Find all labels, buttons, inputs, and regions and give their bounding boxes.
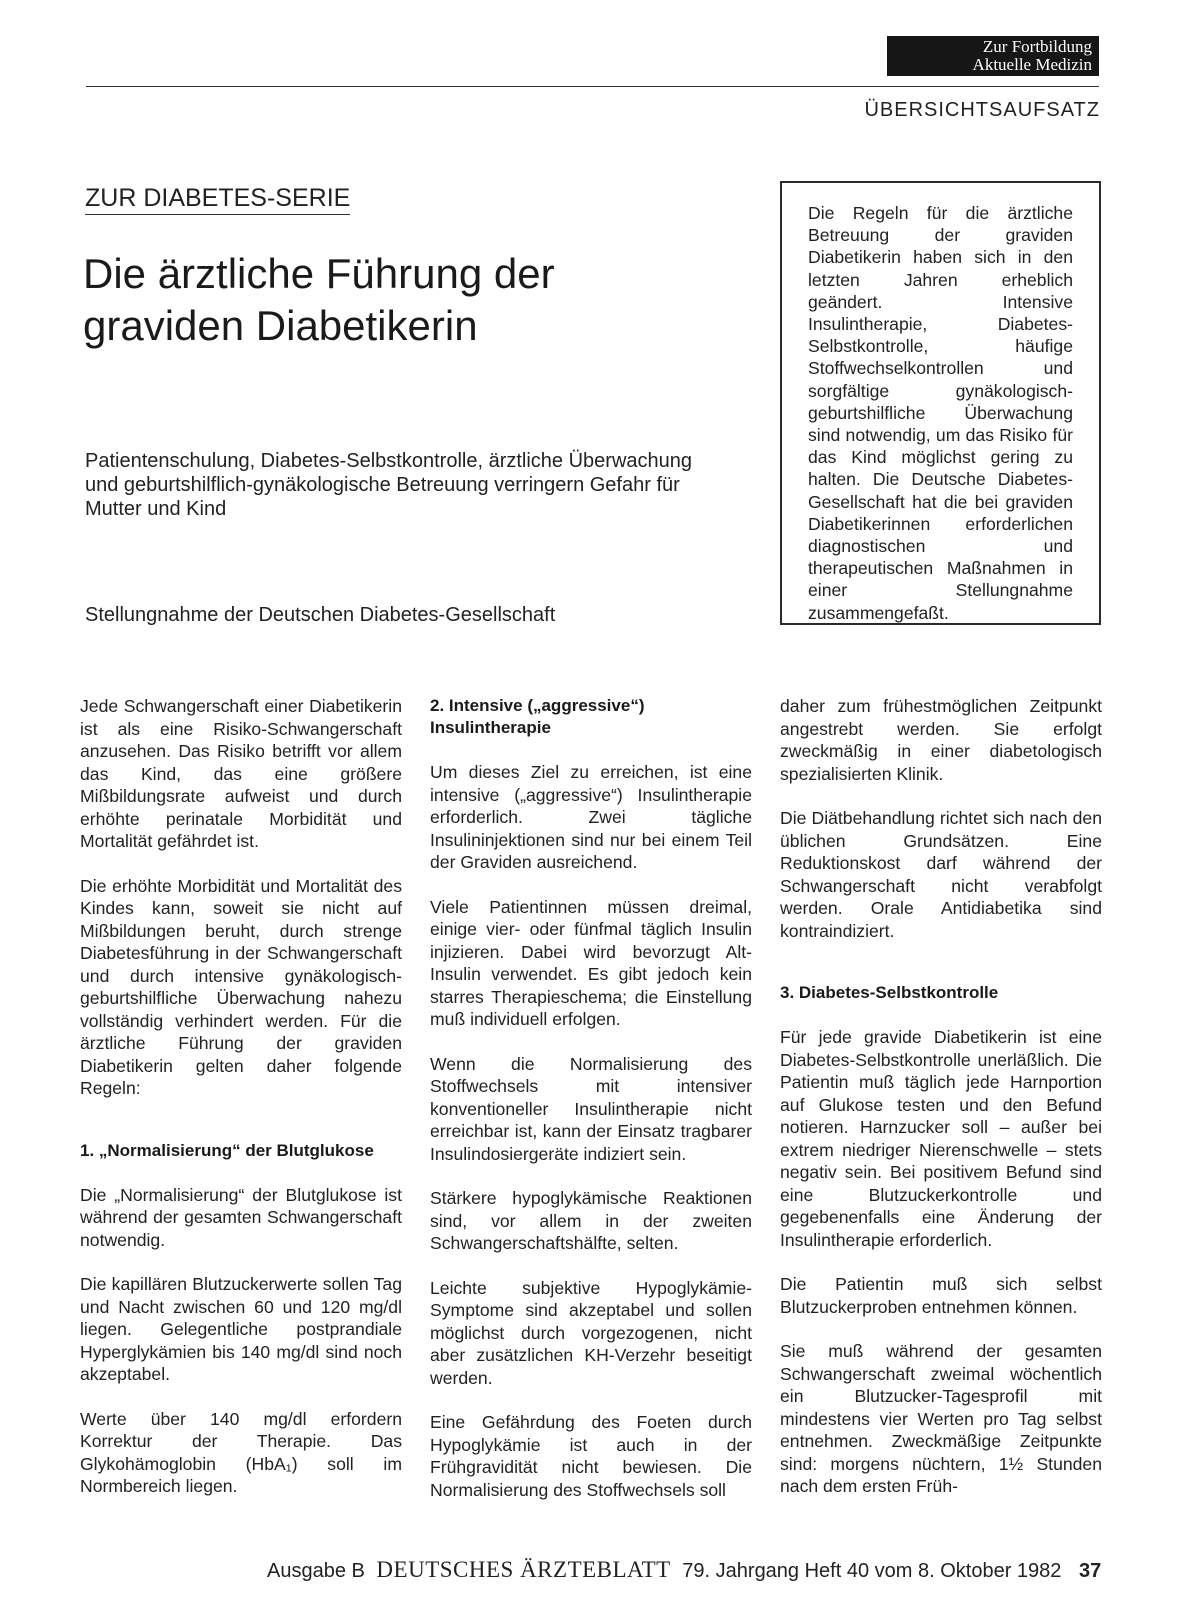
paragraph: Jede Schwangerschaft einer Diabetikerin ist als eine Risiko-Schwangerschaft anzusehen. Das Risiko betrifft vor allem das Kind, das eine größere Mißbildungsrate aufweist und durch erhöhte perinatale Morbidität und Mortalität gefährdet ist. xyxy=(80,696,402,851)
paragraph: daher zum frühestmöglichen Zeitpunkt angestrebt werden. Sie erfolgt zweckmäßig in einer diabetologisch spezialisierten Klinik. xyxy=(780,696,1102,784)
section-label: ÜBERSICHTSAUFSATZ xyxy=(864,99,1100,121)
paragraph: Die Patientin muß sich selbst Blutzuckerproben entnehmen können. xyxy=(780,1274,1102,1317)
paragraph: Die erhöhte Morbidität und Mortalität des Kindes kann, soweit sie nicht auf Mißbildungen beruht, durch strenge Diabetesführung in der Schwangerschaft und durch intensive gynäkologisch-geburtshilfliche Überwachung nahezu vollständig verhindert werden. Für die ärztliche Führung der graviden Diabetikerin gelten daher folgende Regeln: xyxy=(80,875,402,1098)
section-heading-2: 2. Intensive („aggressive“) Insulintherapie xyxy=(430,696,645,737)
header-rule xyxy=(86,86,1099,87)
paragraph: Die Diätbehandlung richtet sich nach den üblichen Grundsätzen. Eine Reduktionskost darf während der Schwangerschaft nicht verabfolgt werden. Orale Antidiabetika sind kontraindiziert. xyxy=(780,808,1102,941)
section-heading-1: 1. „Normalisierung“ der Blutglukose xyxy=(80,1140,374,1160)
series-label: ZUR DIABETES-SERIE xyxy=(85,183,350,215)
paragraph: Stärkere hypoglykämische Reaktionen sind, vor allem in der zweiten Schwangerschaftshälfte, selten. xyxy=(430,1188,752,1253)
paragraph: Um dieses Ziel zu erreichen, ist eine intensive („aggressive“) Insulintherapie erforderlich. Zwei tägliche Insulininjektionen sind nur bei einem Teil der Graviden ausreichend. xyxy=(430,762,752,872)
footer-issue: 79. Jahrgang Heft 40 vom 8. Oktober 1982 xyxy=(682,1560,1062,1582)
category-badge xyxy=(887,36,1099,76)
paragraph: Werte über 140 mg/dl erfordern Korrektur der Therapie. Das Glykohämoglobin (HbA₁) soll im Normbereich liegen. xyxy=(80,1408,402,1496)
paragraph: Eine Gefährdung des Foeten durch Hypoglykämie ist auch in der Frühgravidität nicht bewiesen. Die Normalisierung des Stoffwechsels soll xyxy=(430,1412,752,1500)
paragraph: Die kapillären Blutzuckerwerte sollen Tag und Nacht zwischen 60 und 120 mg/dl liegen. Gelegentliche postprandiale Hyperglykämien bis 140 mg/dl sind noch akzeptabel. xyxy=(80,1274,402,1384)
article-statement: Stellungnahme der Deutschen Diabetes-Gesellschaft xyxy=(85,604,556,626)
abstract-box xyxy=(780,181,1101,625)
badge-line-medizin: Aktuelle Medizin xyxy=(972,55,1092,74)
abstract-text: Die Regeln für die ärztliche Betreuung der graviden Diabetikerin haben sich in den letzten Jahren erheblich geändert. Intensive Insulintherapie, Diabetes-Selbstkontrolle, häufige Stoffwechselkontrollen und sorgfältige gynäkologisch-geburtshilfliche Überwachung sind notwendig, um das Risiko für das Kind möglichst gering zu halten. Die Deutsche Diabetes-Gesellschaft hat die bei graviden Diabetikerinnen erforderlichen diagnostischen und therapeutischen Maßnahmen in einer Stellungnahme zusammengefaßt. xyxy=(808,203,1073,623)
footer-edition: Ausgabe B xyxy=(267,1560,365,1582)
paragraph: Sie muß während der gesamten Schwangerschaft zweimal wöchentlich ein Blutzucker-Tagesprofil mit mindestens vier Werten pro Tag selbst entnehmen. Zweckmäßige Zeitpunkte sind: morgens nüchtern, 1½ Stunden nach dem ersten Früh- xyxy=(780,1341,1102,1496)
article-title: Die ärztliche Führung der graviden Diabetikerin xyxy=(83,250,555,349)
paragraph: Für jede gravide Diabetikerin ist eine Diabetes-Selbstkontrolle unerläßlich. Die Patientin muß täglich jede Harnportion auf Glukose testen und den Befund notieren. Harnzucker soll – außer bei extrem niedriger Nierenschwelle – stets negativ sein. Bei positivem Befund sind eine Blutzuckerkontrolle und gegebenenfalls eine Änderung der Insulintherapie erforderlich. xyxy=(780,1027,1102,1250)
paragraph: Wenn die Normalisierung des Stoffwechsels mit intensiver konventioneller Insulintherapie nicht erreichbar ist, kann der Einsatz tragbarer Insulindosiergeräte indiziert sein. xyxy=(430,1053,752,1164)
paragraph: Die „Normalisierung“ der Blutglukose ist während der gesamten Schwangerschaft notwendig. xyxy=(80,1184,402,1250)
footer-journal: DEUTSCHES ÄRZTEBLATT xyxy=(376,1557,671,1582)
article-subtitle: Patientenschulung, Diabetes-Selbstkontrolle, ärztliche Überwachung und geburtshilflich-gynäkologische Betreuung verringern Gefahr für Mutter und Kind xyxy=(85,450,693,520)
page-number: 37 xyxy=(1078,1560,1102,1582)
section-heading-3: 3. Diabetes-Selbstkontrolle xyxy=(780,983,999,1002)
body-column-2 xyxy=(430,695,752,1523)
page-footer xyxy=(267,1557,1101,1583)
body-column-3 xyxy=(780,695,1102,1520)
body-column-1 xyxy=(80,695,402,1520)
paragraph: Leichte subjektive Hypoglykämie-Symptome sind akzeptabel und sollen möglichst durch vorgezogenen, nicht aber zusätzlichen KH-Verzehr beseitigt werden. xyxy=(430,1277,752,1388)
badge-line-fortbildung: Zur Fortbildung xyxy=(982,37,1092,56)
paragraph: Viele Patientinnen müssen dreimal, einige vier- oder fünfmal täglich Insulin injizieren. Dabei wird bevorzugt Alt-Insulin verwendet. Es gibt jedoch kein starres Therapieschema; die Einstellung muß individuell erfolgen. xyxy=(430,896,752,1029)
